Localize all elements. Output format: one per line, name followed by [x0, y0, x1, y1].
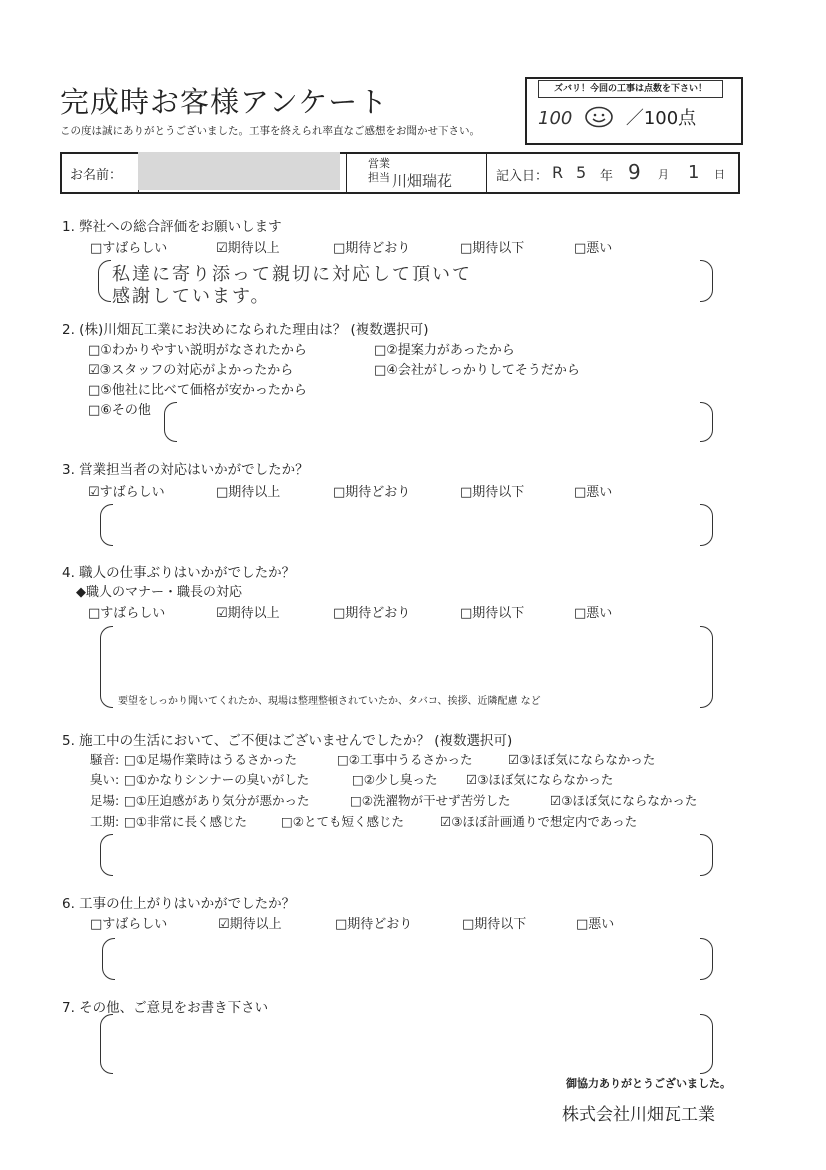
q3-option-2[interactable]: □期待以上 [216, 485, 281, 500]
date-label: 記入日： [496, 169, 549, 184]
q7-question: 7. その他、ご意見をお書き下さい [62, 1000, 269, 1016]
q5-scaffold-3[interactable]: ☑③ほぼ気にならなかった [550, 793, 698, 808]
q6-option-5[interactable]: □悪い [576, 917, 615, 932]
q4-option-3[interactable]: □期待どおり [333, 606, 411, 621]
month-label: 月 [658, 168, 669, 181]
year-value: 5 [576, 163, 587, 182]
q1-option-5[interactable]: □悪い [574, 241, 613, 256]
q5-scaffold-label: 足場: [90, 793, 120, 808]
q5-comment-bracket-right [700, 834, 713, 876]
q2-option-1[interactable]: □①わかりやすい説明がなされたから [88, 343, 307, 358]
q1-question: 1. 弊社への総合評価をお願いします [62, 219, 282, 235]
q4-question: 4. 職人の仕事ぶりはいかがでしたか？ [62, 565, 296, 581]
q5-period-3[interactable]: ☑③ほぼ計画通りで想定内であった [440, 814, 638, 829]
rep-label-1: 営業 [368, 157, 390, 170]
score-prompt: ズバリ！今回の工事は点数を下さい！ [538, 80, 723, 98]
month-value: 9 [628, 160, 641, 184]
page-subtitle: この度は誠にありがとうございました。工事を終えられ率直なご感想をお聞かせ下さい。 [60, 125, 480, 137]
q2-other-bracket-left [164, 402, 177, 442]
q4-comment-bracket-left [100, 626, 113, 708]
q4-option-1[interactable]: □すばらしい [88, 606, 166, 621]
q5-question: 5. 施工中の生活において、ご不便はございませんでしたか？ (複数選択可) [62, 733, 513, 749]
q2-option-3[interactable]: ☑③スタッフの対応がよかったから [88, 363, 294, 378]
q1-option-4[interactable]: □期待以下 [460, 241, 525, 256]
q3-option-3[interactable]: □期待どおり [333, 485, 411, 500]
q1-option-3[interactable]: □期待どおり [333, 241, 411, 256]
name-redaction [138, 152, 340, 190]
rep-value: 川畑瑞花 [392, 172, 453, 190]
q5-smell-3[interactable]: ☑③ほぼ気にならなかった [466, 772, 614, 787]
q5-period-label: 工期: [90, 814, 120, 829]
q4-comment-bracket-right [700, 626, 713, 708]
q3-option-1[interactable]: ☑すばらしい [88, 485, 165, 500]
q5-smell-1[interactable]: □①かなりシンナーの臭いがした [124, 772, 310, 787]
q5-scaffold-1[interactable]: □①圧迫感があり気分が悪かった [124, 793, 310, 808]
q4-option-2[interactable]: ☑期待以上 [216, 606, 280, 621]
q2-other-bracket-right [700, 402, 713, 442]
q4-option-5[interactable]: □悪い [574, 606, 613, 621]
q4-hint: 要望をしっかり聞いてくれたか、現場は整理整頓されていたか、タバコ、挨拶、近隣配慮 など [118, 696, 541, 707]
score-value: 100 [538, 108, 573, 129]
day-value: 1 [688, 162, 700, 183]
q3-option-5[interactable]: □悪い [574, 485, 613, 500]
page-title: 完成時お客様アンケート [60, 85, 389, 119]
q5-noise-3[interactable]: ☑③ほぼ気にならなかった [508, 752, 656, 767]
q5-noise-2[interactable]: □②工事中うるさかった [337, 752, 473, 767]
q3-option-4[interactable]: □期待以下 [460, 485, 525, 500]
q6-option-1[interactable]: □すばらしい [90, 917, 168, 932]
q1-option-1[interactable]: □すばらしい [90, 241, 168, 256]
q4-subheading: ◆職人のマナー・職長の対応 [76, 585, 242, 600]
q6-comment-bracket-left [102, 938, 115, 980]
q1-comment-line-1: 私達に寄り添って親切に対応して頂いて [112, 264, 472, 285]
q2-option-2[interactable]: □②提案力があったから [374, 343, 515, 358]
q3-question: 3. 営業担当者の対応はいかがでしたか？ [62, 462, 309, 478]
q5-period-2[interactable]: □②とても短く感じた [281, 814, 405, 829]
q1-comment-bracket-right [700, 260, 713, 302]
day-label: 日 [714, 168, 725, 181]
q1-comment-line-2: 感謝しています。 [112, 286, 271, 307]
name-label: お名前： [70, 168, 123, 183]
q5-scaffold-2[interactable]: □②洗濯物が干せず苦労した [350, 793, 511, 808]
q5-noise-label: 騒音: [90, 752, 120, 767]
footer-company: 株式会社川畑瓦工業 [562, 1105, 715, 1125]
q2-option-4[interactable]: □④会社がしっかりしてそうだから [374, 363, 580, 378]
smiley-icon [584, 106, 614, 133]
q6-option-2[interactable]: ☑期待以上 [218, 917, 282, 932]
q5-comment-bracket-left [100, 834, 113, 876]
q6-question: 6. 工事の仕上がりはいかがでしたか？ [62, 896, 296, 912]
q3-comment-bracket-right [700, 504, 713, 546]
q2-option-6[interactable]: □⑥その他 [88, 403, 151, 418]
q7-comment-bracket-right [700, 1014, 713, 1074]
q6-option-4[interactable]: □期待以下 [462, 917, 527, 932]
q5-smell-label: 臭い: [90, 772, 120, 787]
rep-label [368, 157, 390, 185]
q5-noise-1[interactable]: □①足場作業時はうるさかった [124, 752, 298, 767]
q1-option-2[interactable]: ☑期待以上 [216, 241, 280, 256]
q2-question: 2. (株)川畑瓦工業にお決めになられた理由は？ (複数選択可) [62, 322, 429, 338]
q5-smell-2[interactable]: □②少し臭った [352, 772, 438, 787]
rep-label-2: 担当 [368, 171, 390, 184]
q6-comment-bracket-right [700, 938, 713, 980]
score-line [538, 104, 696, 133]
score-suffix: ／100点 [625, 108, 697, 129]
q2-option-5[interactable]: □⑤他社に比べて価格が安かったから [88, 383, 307, 398]
q5-period-1[interactable]: □①非常に長く感じた [124, 814, 248, 829]
q4-option-4[interactable]: □期待以下 [460, 606, 525, 621]
q7-comment-bracket-left [100, 1014, 113, 1074]
q6-option-3[interactable]: □期待どおり [335, 917, 413, 932]
footer-thanks: 御協力ありがとうございました。 [566, 1077, 731, 1090]
era-value: R [552, 163, 564, 182]
q1-comment-bracket-left [98, 260, 111, 302]
year-label: 年 [600, 169, 614, 184]
q3-comment-bracket-left [100, 504, 113, 546]
